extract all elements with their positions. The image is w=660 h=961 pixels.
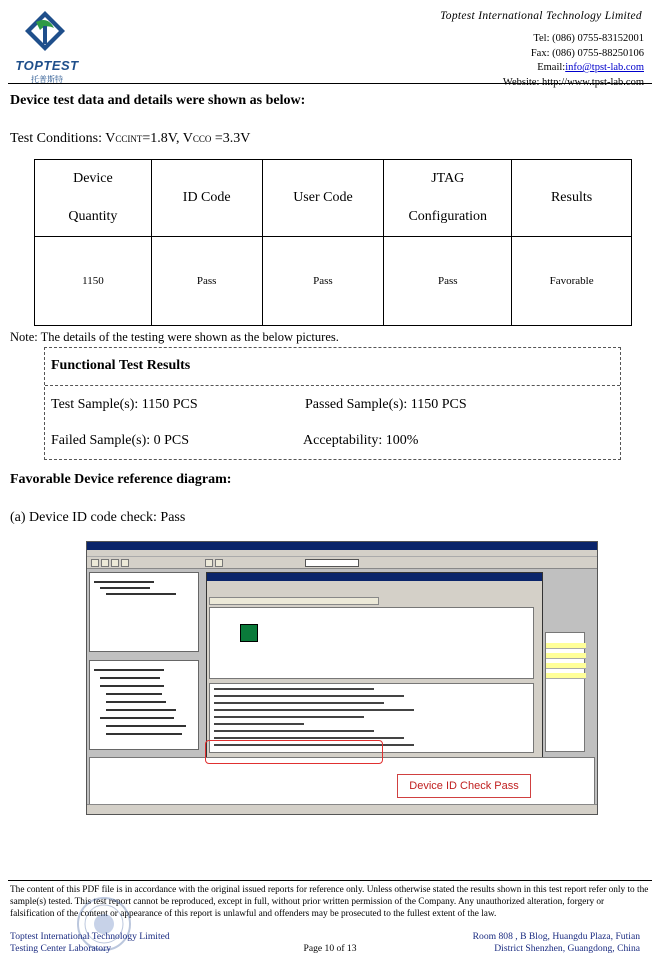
header-user-code: User Code bbox=[262, 160, 384, 237]
disclaimer: The content of this PDF file is in accordance with the original issued reports for reference only. Unless otherwise stated the results shown in this test report refer only to the sample(s) tested. This test report cannot be reproduced, except in full, without prior written permission of the Company. Any unauthorized alteration, forgery or falsification of the content or appearance of this report is unlawful and offenders may be prosecuted to the fullest extent of the law. bbox=[10, 885, 649, 919]
results-table bbox=[34, 159, 632, 326]
cond-sub-ccint: CCINT bbox=[115, 134, 143, 144]
test-conditions bbox=[10, 131, 250, 147]
email-link[interactable]: info@tpst-lab.com bbox=[565, 62, 644, 73]
cell-id-code: Pass bbox=[151, 237, 262, 326]
failed-sample: Failed Sample(s): 0 PCS bbox=[51, 433, 190, 448]
toolbar-button bbox=[121, 559, 129, 567]
fax: Fax: (086) 0755-88250106 bbox=[530, 47, 644, 59]
company-name-script: Toptest International Technology Limited bbox=[440, 10, 642, 22]
logo-subtext: 托普斯特 bbox=[31, 75, 63, 84]
toolbar-button bbox=[91, 559, 99, 567]
functional-divider bbox=[45, 385, 620, 386]
app-titlebar bbox=[87, 542, 597, 550]
note: Note: The details of the testing were shown as the below pictures. bbox=[10, 330, 339, 344]
header-id-code: ID Code bbox=[151, 160, 262, 237]
cell-jtag: Pass bbox=[384, 237, 512, 326]
logo-wordmark: TOPTEST bbox=[15, 58, 79, 73]
company-logo bbox=[12, 8, 79, 84]
header-divider bbox=[8, 83, 652, 84]
app-toolbar bbox=[87, 557, 597, 569]
section-title: Device test data and details were shown as below: bbox=[10, 93, 306, 108]
cond-suffix: =3.3V bbox=[211, 131, 251, 146]
table-header-row bbox=[35, 160, 632, 237]
cond-prefix: Test Conditions: V bbox=[10, 131, 116, 146]
cond-mid: =1.8V, V bbox=[142, 131, 193, 146]
toolbar-button bbox=[101, 559, 109, 567]
functional-title: Functional Test Results bbox=[51, 358, 191, 373]
footer-address bbox=[473, 931, 640, 955]
impact-titlebar bbox=[207, 573, 542, 581]
tel: Tel: (086) 0755-83152001 bbox=[533, 33, 644, 44]
footer-divider bbox=[8, 880, 652, 881]
cell-results: Favorable bbox=[512, 237, 632, 326]
footer-lab: Testing Center Laboratory bbox=[10, 943, 112, 954]
passed-sample: Passed Sample(s): 1150 PCS bbox=[305, 397, 467, 412]
toptest-logo-icon bbox=[24, 10, 66, 52]
toolbar-combo bbox=[305, 559, 359, 567]
email-label: Email: bbox=[537, 62, 566, 73]
cell-user-code: Pass bbox=[262, 237, 384, 326]
device-id-screenshot bbox=[86, 541, 598, 815]
address-line-1: Room 808 , B Blog, Huangdu Plaza, Futian bbox=[472, 931, 640, 942]
highlight-box bbox=[205, 740, 383, 764]
test-sample: Test Sample(s): 1150 PCS bbox=[51, 397, 198, 412]
device-id-check-label: Device ID Check Pass bbox=[397, 774, 531, 798]
impact-tabs bbox=[209, 597, 379, 605]
toolbar-button bbox=[215, 559, 223, 567]
table-row bbox=[35, 237, 632, 326]
footer-company: Toptest International Technology Limited bbox=[10, 931, 170, 942]
page-number: Page 10 of 13 bbox=[303, 943, 357, 954]
header-jtag-configuration: JTAG Configuration bbox=[384, 160, 512, 237]
sources-pane bbox=[89, 572, 199, 652]
acceptability: Acceptability: 100% bbox=[303, 433, 419, 448]
email-line bbox=[503, 61, 644, 76]
cond-sub-cco: CCO bbox=[192, 134, 212, 144]
address-line-2: District Shenzhen, Guangdong, China bbox=[494, 943, 640, 954]
contact-block bbox=[503, 32, 644, 90]
header-results: Results bbox=[512, 160, 632, 237]
boundary-scan-canvas bbox=[209, 607, 534, 679]
status-bar bbox=[87, 804, 597, 814]
device-chip-icon bbox=[240, 624, 258, 642]
toolbar-button bbox=[205, 559, 213, 567]
id-check-caption: (a) Device ID code check: Pass bbox=[10, 510, 186, 525]
functional-test-box bbox=[44, 347, 621, 460]
properties-pane bbox=[545, 632, 585, 752]
diagram-title: Favorable Device reference diagram: bbox=[10, 472, 232, 487]
toolbar-button bbox=[111, 559, 119, 567]
website[interactable]: Website: http://www.tpst-lab.com bbox=[502, 76, 644, 88]
app-menubar bbox=[87, 550, 597, 557]
cell-quantity: 1150 bbox=[35, 237, 152, 326]
impact-window bbox=[206, 572, 543, 762]
header-device-quantity: Device Quantity bbox=[35, 160, 152, 237]
processes-pane bbox=[89, 660, 199, 750]
